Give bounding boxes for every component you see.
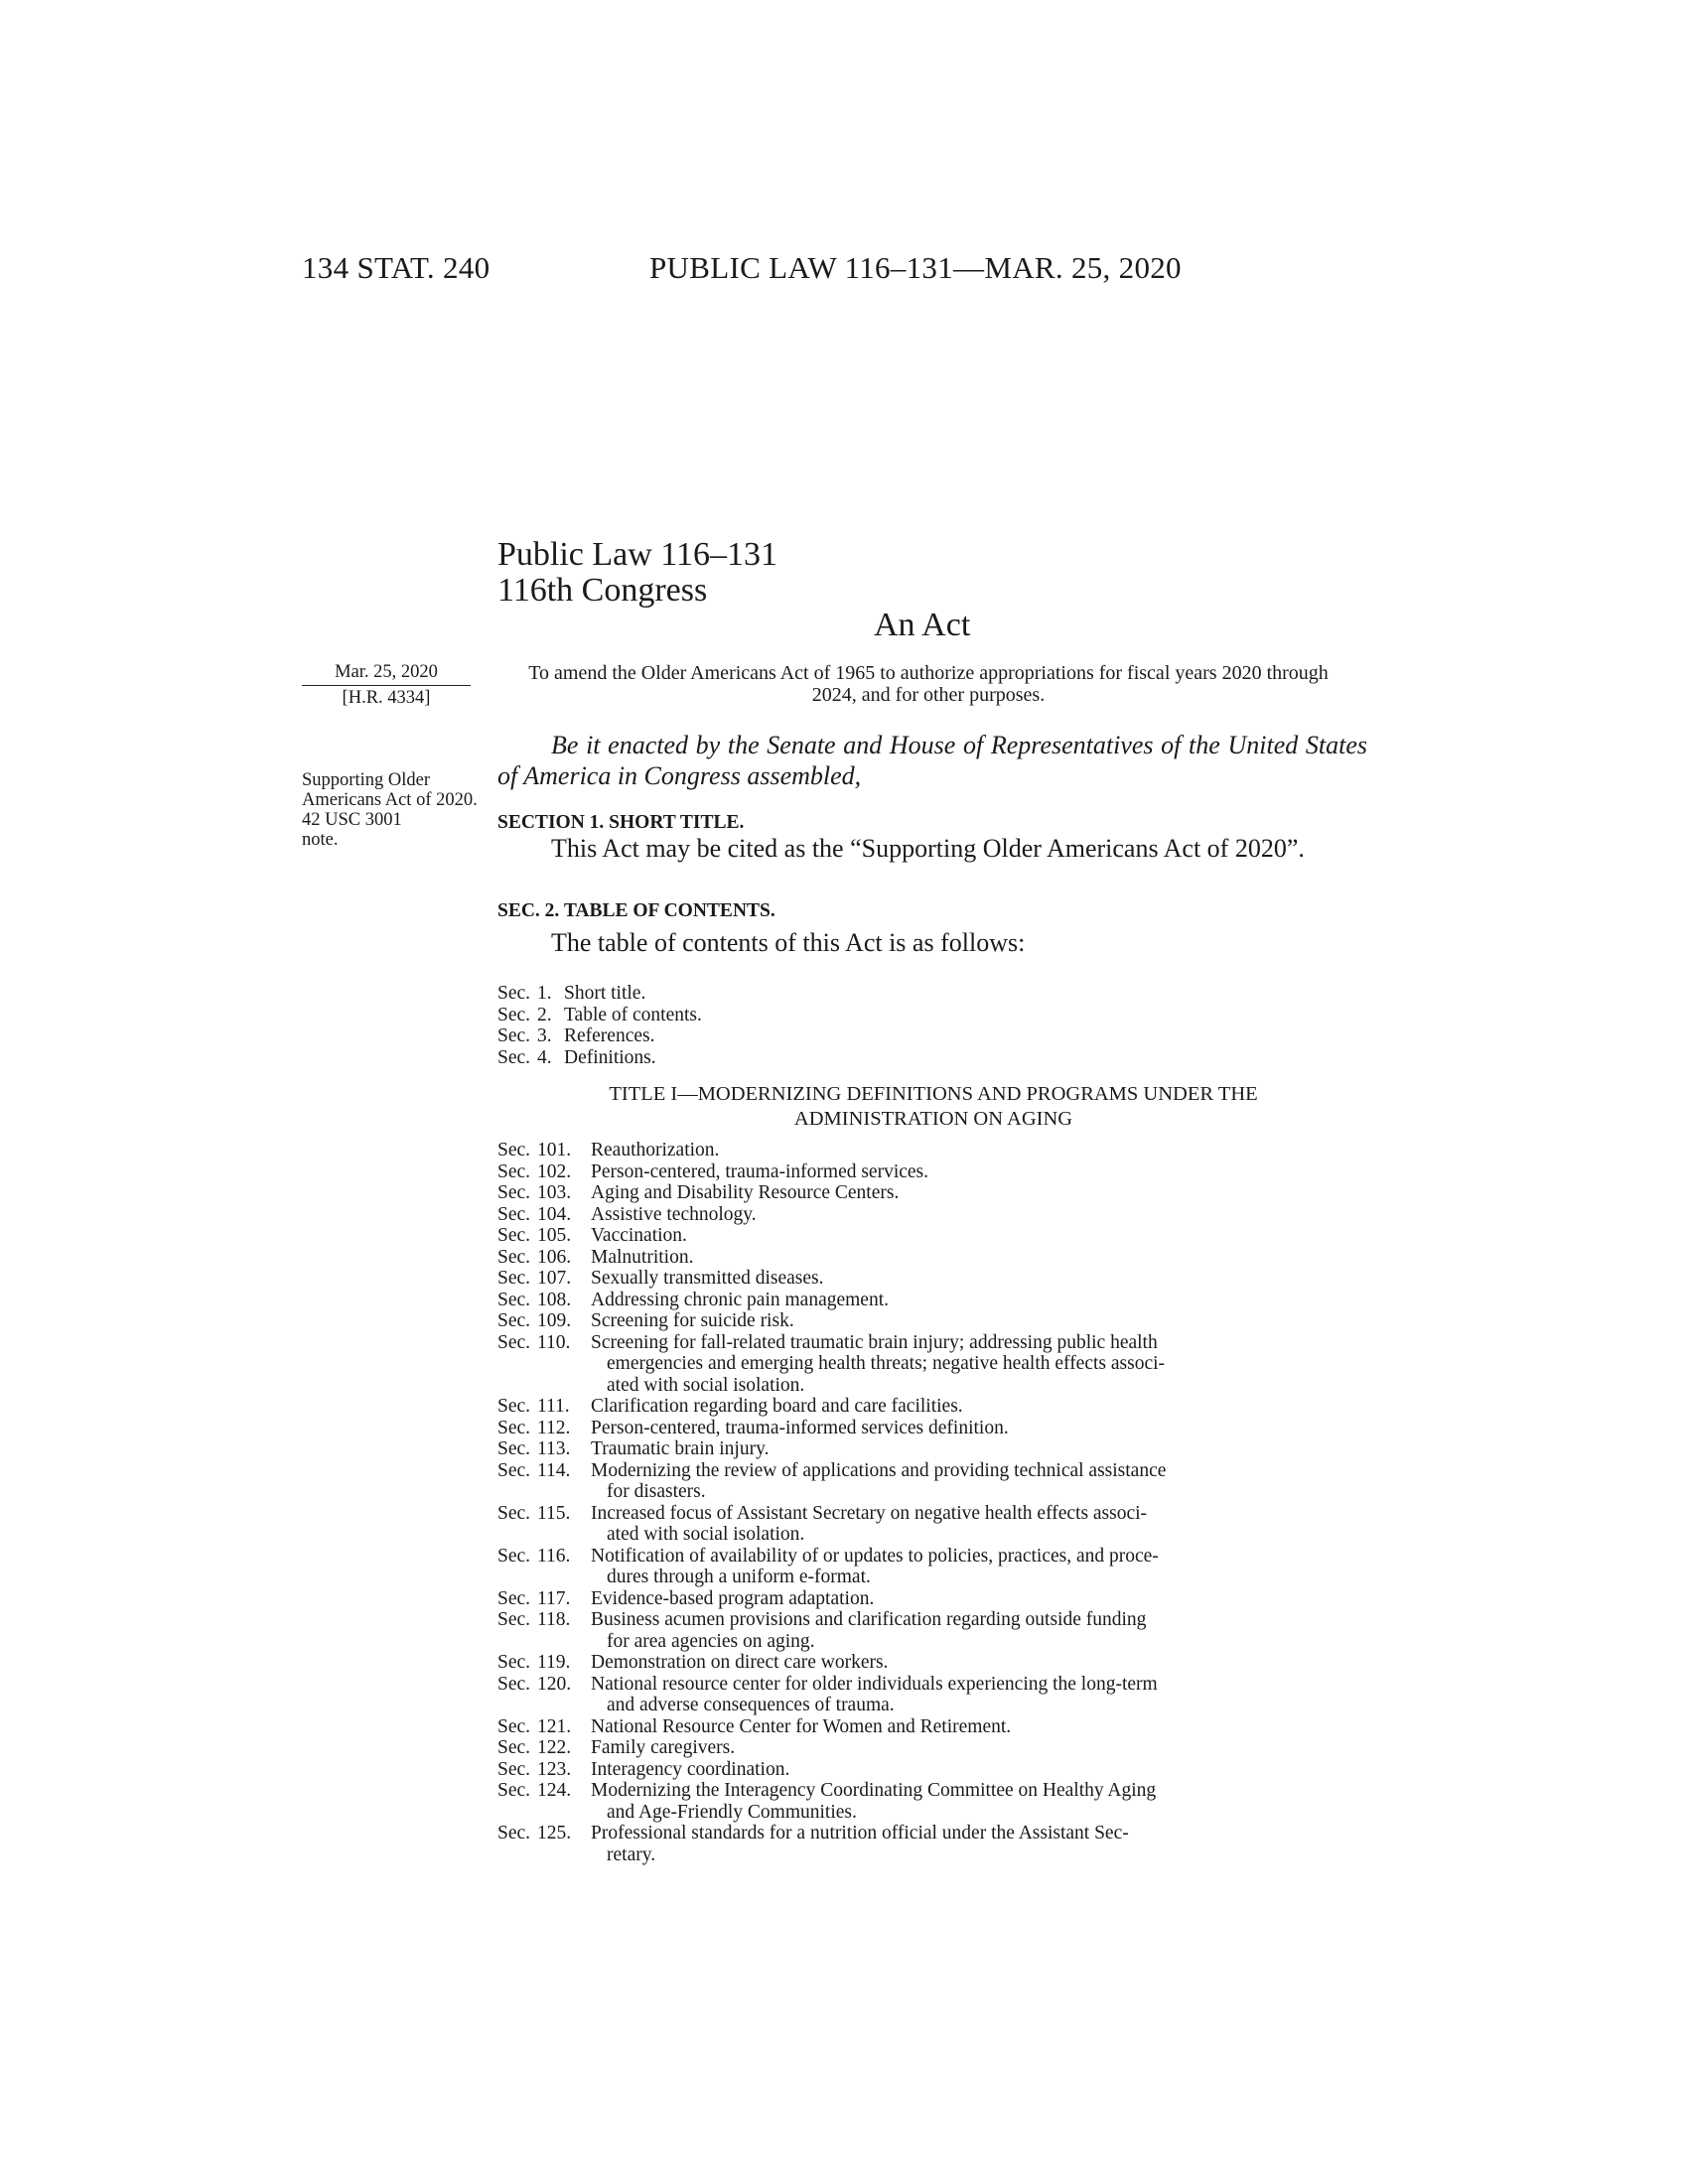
toc-entry-title	[591, 1503, 1367, 1546]
toc-entry	[497, 1182, 1367, 1204]
toc-entry	[497, 1546, 1367, 1588]
toc-entry	[497, 1047, 1367, 1069]
toc-entry-title-line: Business acumen provisions and clarification regarding outside funding	[591, 1609, 1147, 1630]
an-act-heading: An Act	[874, 607, 971, 643]
toc-sec-label: Sec.	[497, 1331, 531, 1353]
toc-entry-number: 101.	[537, 1140, 572, 1160]
toc-entry	[497, 1396, 1367, 1418]
toc-entry-title-line: Interagency coordination.	[591, 1758, 790, 1780]
toc-entry-title-line: National resource center for older individuals experiencing the long-term	[591, 1673, 1158, 1695]
toc-entry-title	[591, 1588, 1367, 1610]
toc-entry-title	[591, 1310, 1367, 1332]
toc-entry-title: Definitions.	[564, 1046, 656, 1068]
toc-entry-title	[591, 1716, 1367, 1738]
toc-entry-title-line: Person-centered, trauma-informed services definition.	[591, 1417, 1009, 1438]
toc-entry-title	[591, 1652, 1367, 1674]
title-1-heading-line-2: ADMINISTRATION ON AGING	[793, 1108, 1073, 1130]
toc-sec-label: Sec.	[497, 1203, 531, 1225]
toc-sec-label: Sec.	[497, 1268, 531, 1289]
toc-entry	[497, 1716, 1367, 1738]
stat-page-number: 134 STAT. 240	[302, 250, 491, 285]
toc-entry-title	[591, 1396, 1367, 1418]
toc-sec-label: Sec.	[497, 1438, 531, 1459]
toc-entry-number: 112.	[537, 1417, 571, 1438]
toc-entry-number: 108.	[537, 1289, 572, 1310]
toc-entry-title-line: National Resource Center for Women and Retirement.	[591, 1715, 1012, 1737]
toc-sec-label: Sec.	[497, 1823, 531, 1843]
toc-sec-label: Sec.	[497, 1310, 531, 1331]
toc-sec-label: Sec.	[497, 1417, 531, 1438]
toc-entry-number: 107.	[537, 1268, 572, 1289]
toc-entry	[497, 1005, 1367, 1026]
toc-entry-number: 119.	[537, 1652, 571, 1673]
toc-sec-label: Sec.	[497, 1673, 531, 1695]
margin-note-usc: 42 USC 3001 note.	[302, 810, 402, 850]
toc-entry-title	[591, 1268, 1367, 1290]
toc-entry-number: 116.	[537, 1545, 571, 1567]
toc-sec-label: Sec.	[497, 1004, 531, 1025]
toc-sec-label: Sec.	[497, 1160, 531, 1182]
toc-sec-label: Sec.	[497, 1140, 531, 1160]
toc-entry-title: Short title.	[564, 983, 646, 1004]
toc-sec-label: Sec.	[497, 1225, 531, 1246]
toc-entry-number: 1.	[537, 983, 552, 1004]
toc-entry-number: 122.	[537, 1737, 572, 1758]
toc-entry-number: 124.	[537, 1780, 572, 1801]
toc-entry-title-line: Screening for suicide risk.	[591, 1310, 794, 1331]
toc-entry-title-line: Modernizing the Interagency Coordinating Committee on Healthy Aging	[591, 1780, 1157, 1801]
margin-note-short-title	[302, 770, 481, 850]
toc-entry	[497, 1460, 1367, 1503]
toc-sec-label: Sec.	[497, 983, 531, 1004]
toc-entry-title: References.	[564, 1025, 655, 1046]
toc-entry-number: 117.	[537, 1587, 571, 1609]
toc-entry-title-line: Traumatic brain injury.	[591, 1438, 770, 1459]
margin-note-bill: [H.R. 4334]	[342, 688, 431, 708]
congress-label: 116th Congress	[497, 572, 708, 609]
toc-entry-title-line: Reauthorization.	[591, 1140, 720, 1160]
toc-entry-title-line: Screening for fall-related traumatic brain injury; addressing public health	[591, 1331, 1158, 1353]
toc-entry-number: 114.	[537, 1459, 571, 1481]
toc-entry-number: 103.	[537, 1182, 572, 1203]
toc-entry-number: 118.	[537, 1609, 571, 1630]
toc-entry	[497, 1225, 1367, 1247]
toc-sec-label: Sec.	[497, 1182, 531, 1203]
toc-sec-label: Sec.	[497, 1459, 531, 1481]
toc-entry-number: 4.	[537, 1046, 552, 1068]
toc-entry	[497, 983, 1367, 1005]
toc-entry-title-line: Clarification regarding board and care facilities.	[591, 1396, 963, 1417]
toc-entry-title	[591, 1182, 1367, 1204]
toc-entry	[497, 1310, 1367, 1332]
toc-entry	[497, 1161, 1367, 1183]
toc-entry-title-continuation: ated with social isolation.	[607, 1374, 805, 1396]
toc-sec-label: Sec.	[497, 1715, 531, 1737]
toc-entry	[497, 1652, 1367, 1674]
toc-entry-title	[591, 1290, 1367, 1311]
section-1-heading: SECTION 1. SHORT TITLE.	[497, 812, 745, 833]
toc-entry	[497, 1418, 1367, 1439]
toc-entry-title	[591, 1140, 1367, 1161]
toc-entry-title-continuation: ated with social isolation.	[607, 1524, 805, 1545]
toc-entry	[497, 1438, 1367, 1460]
toc-entry-title-line: Vaccination.	[591, 1225, 687, 1246]
running-head: PUBLIC LAW 116–131—MAR. 25, 2020	[649, 250, 1182, 285]
toc-sec-label: Sec.	[497, 1780, 531, 1801]
toc-entry-number: 109.	[537, 1310, 572, 1331]
toc-entry-title	[591, 1780, 1367, 1823]
toc-entry-title-line: Sexually transmitted diseases.	[591, 1268, 824, 1289]
toc-sec-label: Sec.	[497, 1025, 531, 1046]
toc-entry	[497, 1737, 1367, 1759]
toc-entry	[497, 1140, 1367, 1161]
toc-entry	[497, 1674, 1367, 1716]
toc-entry-title	[591, 1460, 1367, 1503]
toc-entry-number: 105.	[537, 1225, 572, 1246]
toc-sec-label: Sec.	[497, 1289, 531, 1310]
toc-sec-label: Sec.	[497, 1737, 531, 1758]
toc-entry-title	[591, 1823, 1367, 1865]
toc-entry-title	[591, 1204, 1367, 1226]
toc-entry-title: Table of contents.	[564, 1004, 702, 1025]
toc-sec-label: Sec.	[497, 1609, 531, 1630]
toc-entry-title	[591, 1609, 1367, 1652]
toc-entry-number: 2.	[537, 1004, 552, 1025]
toc-entry-title	[591, 1418, 1367, 1439]
title-1-heading-line-1: TITLE I—MODERNIZING DEFINITIONS AND PROGRAMS UNDER THE	[609, 1083, 1258, 1105]
toc-sec-label: Sec.	[497, 1246, 531, 1268]
toc-sec-label: Sec.	[497, 1396, 531, 1417]
toc-entry	[497, 1823, 1367, 1865]
toc-entry-number: 3.	[537, 1025, 552, 1046]
toc-entry	[497, 1332, 1367, 1397]
toc-entry-title-continuation: and Age-Friendly Communities.	[607, 1801, 857, 1823]
toc-entry-title	[591, 1438, 1367, 1460]
section-2-heading: SEC. 2. TABLE OF CONTENTS.	[497, 900, 775, 921]
toc-entry-title-line: Modernizing the review of applications and providing technical assistance	[591, 1459, 1167, 1481]
toc-entry	[497, 1268, 1367, 1290]
toc-entry	[497, 1025, 1367, 1047]
toc-entry-title-line: Increased focus of Assistant Secretary on negative health effects associ-	[591, 1502, 1148, 1524]
toc-entry-number: 104.	[537, 1203, 572, 1225]
toc-general-list	[497, 983, 1367, 1068]
toc-entry-title-line: Addressing chronic pain management.	[591, 1289, 889, 1310]
toc-entry-number: 121.	[537, 1715, 572, 1737]
toc-entry	[497, 1588, 1367, 1610]
toc-entry	[497, 1247, 1367, 1269]
toc-entry-title-line: Assistive technology.	[591, 1203, 757, 1225]
title-1-heading	[506, 1082, 1360, 1132]
toc-entry-title-continuation: retary.	[607, 1843, 656, 1865]
toc-entry-title	[591, 1759, 1367, 1781]
toc-entry-title	[591, 1737, 1367, 1759]
public-law-number: Public Law 116–131	[497, 536, 778, 573]
toc-entry-title-line: Aging and Disability Resource Centers.	[591, 1182, 900, 1203]
toc-entry-number: 125.	[537, 1823, 572, 1843]
toc-sec-label: Sec.	[497, 1652, 531, 1673]
toc-entry-title-line: Notification of availability of or updates to policies, practices, and proce-	[591, 1545, 1159, 1567]
toc-entry-number: 115.	[537, 1502, 571, 1524]
toc-entry-title-continuation: and adverse consequences of trauma.	[607, 1695, 895, 1715]
toc-entry-title-line: Malnutrition.	[591, 1246, 694, 1268]
toc-entry-title-continuation: for disasters.	[607, 1481, 706, 1502]
toc-entry-title-line: Family caregivers.	[591, 1737, 736, 1758]
toc-entry-number: 120.	[537, 1673, 572, 1695]
toc-entry-number: 111.	[537, 1396, 570, 1417]
toc-entry-title	[591, 1546, 1367, 1588]
toc-entry-title	[591, 1674, 1367, 1716]
toc-entry-number: 123.	[537, 1758, 572, 1780]
enacting-clause: Be it enacted by the Senate and House of Representatives of the United States of America in Congress assembled,	[497, 731, 1367, 790]
purpose-clause: To amend the Older Americans Act of 1965 to authorize appropriations for fiscal years 2020 through 2024, and for other purposes.	[528, 662, 1329, 706]
toc-entry	[497, 1780, 1367, 1823]
margin-note-date: Mar. 25, 2020	[302, 662, 471, 686]
toc-sec-label: Sec.	[497, 1502, 531, 1524]
toc-sec-label: Sec.	[497, 1758, 531, 1780]
toc-entry-title-line: Demonstration on direct care workers.	[591, 1652, 889, 1673]
section-1-body: This Act may be cited as the “Supporting Older Americans Act of 2020”.	[551, 834, 1305, 863]
toc-entry-title-line: Professional standards for a nutrition official under the Assistant Sec-	[591, 1823, 1129, 1843]
toc-entry-title-line: Evidence-based program adaptation.	[591, 1587, 875, 1609]
toc-entry-title-line: Person-centered, trauma-informed services.	[591, 1160, 929, 1182]
toc-entry-title	[591, 1161, 1367, 1183]
toc-entry-number: 106.	[537, 1246, 572, 1268]
toc-entry-title-continuation: emergencies and emerging health threats; negative health effects associ-	[607, 1353, 1166, 1374]
toc-entry	[497, 1290, 1367, 1311]
toc-entry-title-continuation: for area agencies on aging.	[607, 1630, 815, 1652]
toc-entry	[497, 1609, 1367, 1652]
toc-entry-title	[591, 1247, 1367, 1269]
section-2-body: The table of contents of this Act is as follows:	[551, 928, 1026, 957]
toc-entry	[497, 1503, 1367, 1546]
toc-title-1-list	[497, 1140, 1367, 1865]
toc-entry-number: 113.	[537, 1438, 571, 1459]
toc-entry-title-continuation: dures through a uniform e-format.	[607, 1567, 871, 1587]
toc-entry-number: 102.	[537, 1160, 572, 1182]
toc-entry-title	[591, 1332, 1367, 1397]
toc-sec-label: Sec.	[497, 1545, 531, 1567]
toc-entry	[497, 1204, 1367, 1226]
margin-note-short-title-text: Supporting Older Americans Act of 2020.	[302, 770, 478, 810]
toc-entry-title	[591, 1225, 1367, 1247]
toc-sec-label: Sec.	[497, 1046, 531, 1068]
toc-entry-number: 110.	[537, 1331, 571, 1353]
toc-entry	[497, 1759, 1367, 1781]
toc-sec-label: Sec.	[497, 1587, 531, 1609]
